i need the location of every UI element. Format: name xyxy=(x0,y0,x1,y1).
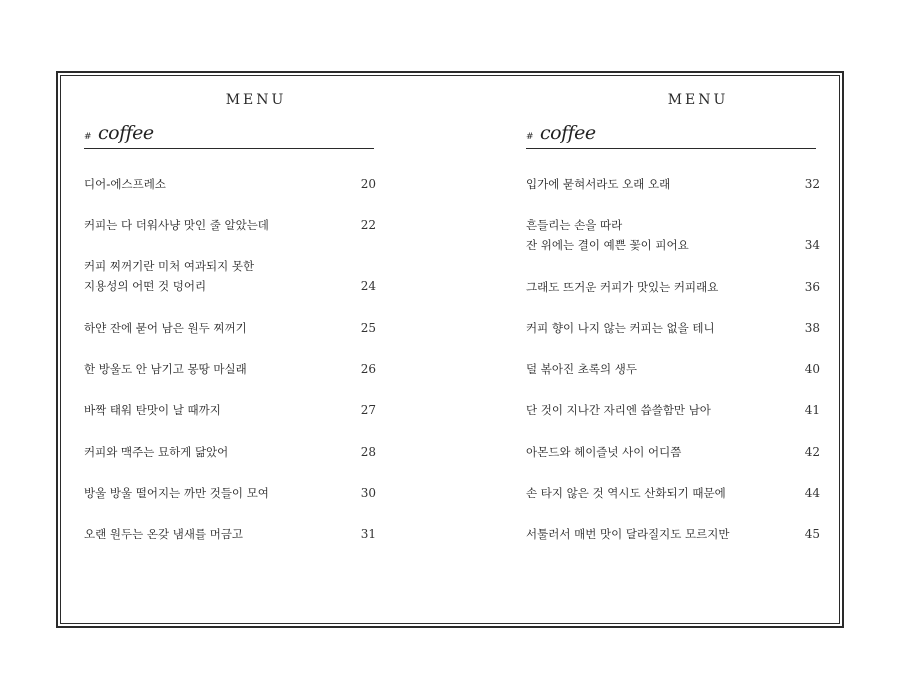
menu-item-name: 단 것이 지나간 자리엔 씁쓸함만 남아 xyxy=(526,403,711,417)
menu-item-name: 손 타지 않은 것 역시도 산화되기 때문에 xyxy=(526,486,726,500)
menu-item xyxy=(526,524,818,544)
menu-item-page: 31 xyxy=(360,527,376,541)
section-header-right xyxy=(526,124,816,149)
menu-item xyxy=(84,442,376,462)
menu-item-name: 덜 볶아진 초록의 생두 xyxy=(526,362,637,376)
menu-item xyxy=(526,215,818,255)
menu-item xyxy=(526,483,818,503)
menu-item-name: 바짝 태워 탄맛이 날 때까지 xyxy=(84,403,221,417)
menu-item xyxy=(84,524,376,544)
menu-item-page: 26 xyxy=(360,362,376,376)
menu-item-name: 그래도 뜨거운 커피가 맛있는 커피래요 xyxy=(526,280,719,294)
menu-item-name: 커피 찌꺼기란 미처 여과되지 못한 지용성의 어떤 것 덩어리 xyxy=(84,259,255,293)
menu-item-page: 34 xyxy=(804,238,820,252)
menu-item-page: 41 xyxy=(804,403,820,417)
menu-item xyxy=(84,359,376,379)
menu-item-page: 25 xyxy=(360,321,376,335)
menu-item-name: 방울 방울 떨어지는 까만 것들이 모여 xyxy=(84,486,269,500)
menu-item-name: 흔들리는 손을 따라 잔 위에는 결이 예쁜 꽃이 피어요 xyxy=(526,218,689,252)
menu-item-page: 32 xyxy=(804,177,820,191)
menu-item-page: 24 xyxy=(360,279,376,293)
menu-item-name: 한 방울도 안 남기고 몽땅 마실래 xyxy=(84,362,247,376)
section-label-left: coffee xyxy=(98,122,154,144)
menu-item-name: 커피 향이 나지 않는 커피는 없을 테니 xyxy=(526,321,715,335)
menu-item xyxy=(84,400,376,420)
menu-title-right: MENU xyxy=(667,92,729,108)
menu-item-page: 44 xyxy=(804,486,820,500)
menu-item-page: 20 xyxy=(360,177,376,191)
menu-item-name: 서툴러서 매번 맛이 달라질지도 모르지만 xyxy=(526,527,730,541)
menu-item-page: 22 xyxy=(360,218,376,232)
menu-frame xyxy=(56,71,844,628)
menu-item xyxy=(526,277,818,297)
section-hash-left: # xyxy=(84,132,92,142)
menu-item-name: 하얀 잔에 묻어 남은 원두 찌꺼기 xyxy=(84,321,247,335)
menu-item xyxy=(84,256,376,296)
menu-item xyxy=(526,400,818,420)
menu-item-page: 45 xyxy=(804,527,820,541)
section-label-right: coffee xyxy=(540,122,596,144)
menu-item xyxy=(526,359,818,379)
menu-item-page: 27 xyxy=(360,403,376,417)
menu-item-name: 입가에 묻혀서라도 오래 오래 xyxy=(526,177,671,191)
menu-item-name: 아몬드와 헤이즐넛 사이 어디쯤 xyxy=(526,445,682,459)
menu-item-name: 디어-에스프레소 xyxy=(84,177,166,191)
menu-title-left: MENU xyxy=(225,92,287,108)
section-hash-right: # xyxy=(526,132,534,142)
menu-item xyxy=(526,442,818,462)
menu-item xyxy=(84,215,376,235)
menu-item xyxy=(84,483,376,503)
menu-item-page: 40 xyxy=(804,362,820,376)
menu-item-name: 오랜 원두는 온갖 냄새를 머금고 xyxy=(84,527,244,541)
menu-item xyxy=(526,174,818,194)
menu-item-page: 38 xyxy=(804,321,820,335)
menu-item-page: 36 xyxy=(804,280,820,294)
menu-item xyxy=(84,318,376,338)
menu-item-name: 커피와 맥주는 묘하게 닮았어 xyxy=(84,445,229,459)
menu-item-page: 30 xyxy=(360,486,376,500)
menu-item xyxy=(84,174,376,194)
section-header-left xyxy=(84,124,374,149)
menu-item-name: 커피는 다 더워사냥 맛인 줄 알았는데 xyxy=(84,218,269,232)
menu-item xyxy=(526,318,818,338)
menu-item-page: 42 xyxy=(804,445,820,459)
menu-item-page: 28 xyxy=(360,445,376,459)
